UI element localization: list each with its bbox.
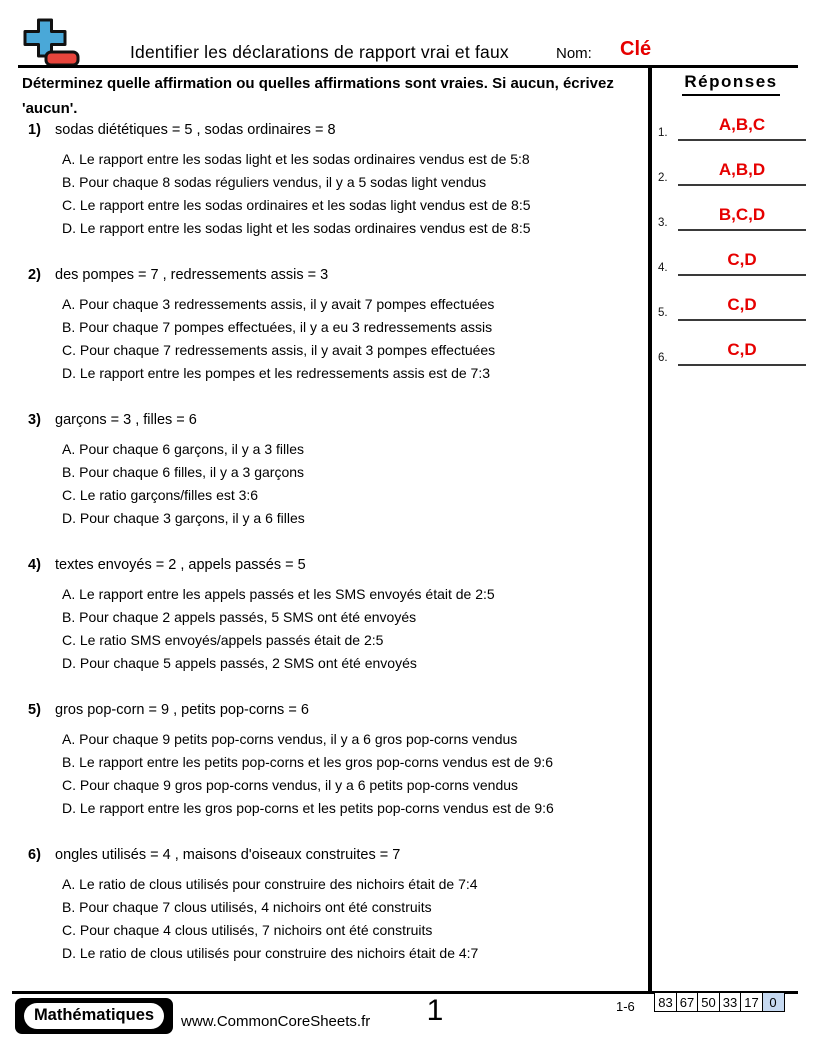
question-2 — [28, 263, 640, 385]
question-option-b: B. Pour chaque 8 sodas réguliers vendus, il y a 5 sodas light vendus — [62, 174, 487, 190]
answer-slot-2 — [656, 157, 806, 186]
subject-badge-label: Mathématiques — [24, 1003, 164, 1029]
question-option-a: A. Le ratio de clous utilisés pour construire des nichoirs était de 7:4 — [62, 876, 478, 892]
question-option-b: B. Le rapport entre les petits pop-corns et les gros pop-corns vendus est de 9:6 — [62, 754, 554, 770]
page-number: 1 — [426, 994, 444, 1027]
question-5 — [28, 698, 640, 820]
score-cell: 33 — [719, 992, 742, 1012]
answers-panel — [656, 72, 806, 382]
minus-icon — [46, 52, 78, 65]
question-option-c: C. Le ratio garçons/filles est 3:6 — [62, 487, 259, 503]
question-option-a: A. Pour chaque 6 garçons, il y a 3 filles — [62, 441, 305, 457]
subject-badge — [15, 998, 173, 1034]
question-number: 6) — [28, 847, 41, 863]
plus-minus-logo — [22, 18, 82, 68]
question-option-b: B. Pour chaque 2 appels passés, 5 SMS ont été envoyés — [62, 609, 417, 625]
question-option-b: B. Pour chaque 7 clous utilisés, 4 nichoirs ont été construits — [62, 899, 432, 915]
answer-number: 1. — [658, 127, 668, 139]
score-cell: 50 — [697, 992, 720, 1012]
questions-column — [28, 118, 640, 988]
question-option-d: D. Le rapport entre les sodas light et les sodas ordinaires vendus est de 8:5 — [62, 220, 531, 236]
answer-slot-4 — [656, 247, 806, 276]
question-option-c: C. Pour chaque 4 clous utilisés, 7 nichoirs ont été construits — [62, 922, 433, 938]
answer-slot-3 — [656, 202, 806, 231]
answer-value: A,B,C — [678, 112, 806, 141]
answer-slot-6 — [656, 337, 806, 366]
instructions-text: Déterminez quelle affirmation ou quelles affirmations sont vraies. Si aucun, écrivez 'aucun'. — [22, 75, 614, 117]
question-option-c: C. Pour chaque 9 gros pop-corns vendus, il y a 6 petits pop-corns vendus — [62, 777, 519, 793]
answer-value: C,D — [678, 337, 806, 366]
answer-number: 6. — [658, 352, 668, 364]
answers-title: Réponses — [682, 72, 779, 96]
question-number: 3) — [28, 412, 41, 428]
question-number: 4) — [28, 557, 41, 573]
answer-slot-1 — [656, 112, 806, 141]
score-cell: 67 — [676, 992, 699, 1012]
name-value: Clé — [620, 38, 652, 60]
website-url: www.CommonCoreSheets.fr — [181, 1013, 371, 1030]
answer-number: 5. — [658, 307, 668, 319]
question-number: 2) — [28, 267, 41, 283]
question-option-a: A. Pour chaque 3 redressements assis, il y avait 7 pompes effectuées — [62, 296, 495, 312]
question-option-b: B. Pour chaque 6 filles, il y a 3 garçons — [62, 464, 305, 480]
question-option-d: D. Pour chaque 5 appels passés, 2 SMS ont été envoyés — [62, 655, 417, 671]
score-cell-highlighted: 0 — [762, 992, 785, 1012]
question-option-d: D. Pour chaque 3 garçons, il y a 6 filles — [62, 510, 305, 526]
answer-value: A,B,D — [678, 157, 806, 186]
answer-number: 3. — [658, 217, 668, 229]
score-range-label: 1-6 — [616, 999, 635, 1014]
answer-value: C,D — [678, 247, 806, 276]
score-cell: 17 — [740, 992, 763, 1012]
answers-list — [656, 112, 806, 366]
question-prompt: garçons = 3 , filles = 6 — [55, 412, 197, 428]
header-divider — [18, 65, 798, 68]
question-option-a: A. Le rapport entre les appels passés et les SMS envoyés était de 2:5 — [62, 586, 495, 602]
question-option-d: D. Le rapport entre les pompes et les redressements assis est de 7:3 — [62, 365, 490, 381]
question-prompt: gros pop-corn = 9 , petits pop-corns = 6 — [55, 702, 309, 718]
question-6 — [28, 843, 640, 965]
question-option-c: C. Le rapport entre les sodas ordinaires et les sodas light vendus est de 8:5 — [62, 197, 531, 213]
question-4 — [28, 553, 640, 675]
question-1 — [28, 118, 640, 240]
question-option-a: A. Le rapport entre les sodas light et les sodas ordinaires vendus est de 5:8 — [62, 151, 530, 167]
answer-slot-5 — [656, 292, 806, 321]
question-number: 5) — [28, 702, 41, 718]
question-option-a: A. Pour chaque 9 petits pop-corns vendus, il y a 6 gros pop-corns vendus — [62, 731, 518, 747]
column-divider — [648, 66, 652, 992]
question-prompt: textes envoyés = 2 , appels passés = 5 — [55, 557, 306, 573]
question-option-d: D. Le rapport entre les gros pop-corns et les petits pop-corns vendus est de 9:6 — [62, 800, 554, 816]
question-prompt: sodas diététiques = 5 , sodas ordinaires = 8 — [55, 122, 336, 138]
page-title: Identifier les déclarations de rapport vrai et faux — [130, 42, 509, 62]
name-label: Nom: — [556, 45, 592, 62]
question-number: 1) — [28, 122, 41, 138]
question-option-b: B. Pour chaque 7 pompes effectuées, il y a eu 3 redressements assis — [62, 319, 493, 335]
question-prompt: ongles utilisés = 4 , maisons d'oiseaux construites = 7 — [55, 847, 401, 863]
score-table — [654, 992, 785, 1012]
question-option-d: D. Le ratio de clous utilisés pour construire des nichoirs était de 4:7 — [62, 945, 479, 961]
question-option-c: C. Pour chaque 7 redressements assis, il y avait 3 pompes effectuées — [62, 342, 496, 358]
question-prompt: des pompes = 7 , redressements assis = 3 — [55, 267, 329, 283]
answer-value: B,C,D — [678, 202, 806, 231]
question-3 — [28, 408, 640, 530]
answer-value: C,D — [678, 292, 806, 321]
score-cell: 83 — [654, 992, 677, 1012]
answer-number: 4. — [658, 262, 668, 274]
answer-number: 2. — [658, 172, 668, 184]
question-option-c: C. Le ratio SMS envoyés/appels passés était de 2:5 — [62, 632, 384, 648]
